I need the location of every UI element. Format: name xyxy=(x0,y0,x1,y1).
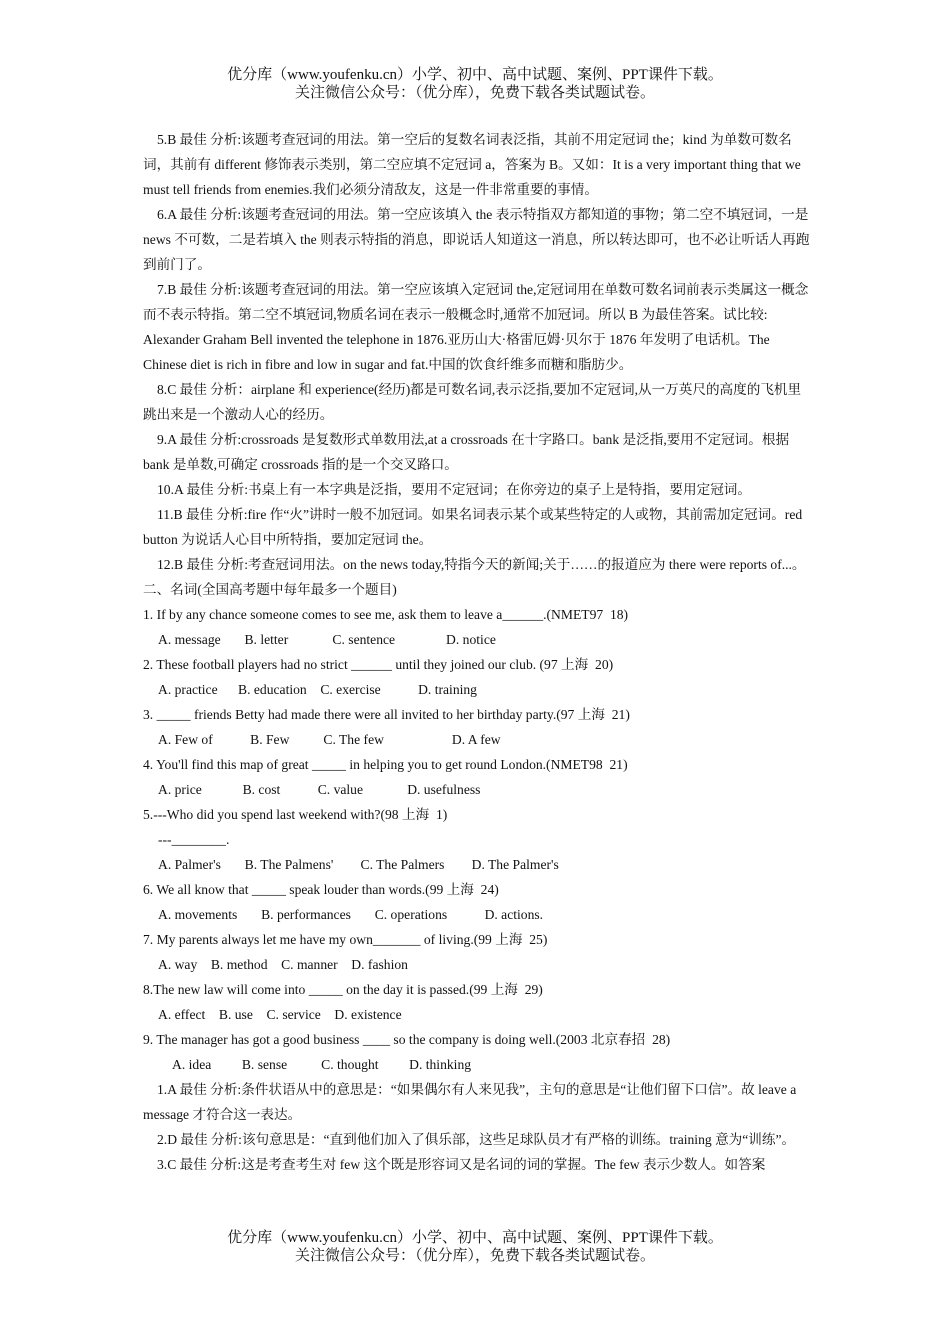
question-6-options: A. movements B. performances C. operations D. actions. xyxy=(158,907,544,922)
header-line-2: 关注微信公众号：（优分库），免费下载各类试题试卷。 xyxy=(294,85,655,101)
section-title: 二、名词(全国高考题中每年最多一个题目) xyxy=(143,582,397,597)
analysis-noun-1: 1.A 最佳 分析:条件状语从中的意思是：“如果偶尔有人来见我”，主句的意思是“让他们留下口信”。故 leave a message 才符合这一表达。 xyxy=(143,1082,797,1122)
question-1-options: A. message B. letter C. sentence D. notice xyxy=(158,632,496,647)
question-8-options: A. effect B. use C. service D. existence xyxy=(158,1007,402,1022)
analysis-article-11: 11.B 最佳 分析:fire 作“火”讲时一般不加冠词。如果名词表示某个或某些特定的人或物，其前需加定冠词。red button 为说话人心目中所特指，要加定冠词 the。 xyxy=(143,507,803,547)
page-header xyxy=(0,66,950,102)
document-body xyxy=(143,127,813,1177)
question-9-options: A. idea B. sense C. thought D. thinking xyxy=(172,1057,472,1072)
question-4-options: A. price B. cost C. value D. usefulness xyxy=(158,782,481,797)
analysis-article-8: 8.C 最佳 分析：airplane 和 experience(经历)都是可数名词,表示泛指,要加不定冠词,从一万英尺的高度的飞机里跳出来是一个激动人心的经历。 xyxy=(143,382,802,422)
analysis-noun-2: 2.D 最佳 分析:该句意思是：“直到他们加入了俱乐部，这些足球队员才有严格的训练。training 意为“训练”。 xyxy=(157,1132,796,1147)
question-7-stem: 7. My parents always let me have my own_______ of living.(99 上海 25) xyxy=(143,932,548,947)
question-1-stem: 1. If by any chance someone comes to see me, ask them to leave a______.(NMET97 18) xyxy=(143,607,629,622)
question-2-options: A. practice B. education C. exercise D. training xyxy=(158,682,477,697)
analysis-article-6: 6.A 最佳 分析:该题考查冠词的用法。第一空应该填入 the 表示特指双方都知道的事物；第二空不填冠词，一是 news 不可数，二是若填入 the 则表示特指的消息，即说话人知道这一消息，所以转达即可，也不必让听话人再跑到前门了。 xyxy=(143,207,810,272)
analysis-article-7: 7.B 最佳 分析:该题考查冠词的用法。第一空应该填入定冠词 the,定冠词用在单数可数名词前表示类属这一概念而不表示特指。第二空不填冠词,物质名词在表示一般概念时,通常不加冠词。所以 B 为最佳答案。试比较: Alexander Graham Bell invented the telephone in 1876.亚历山大·格雷厄姆·贝尔于 1876 年发明了电话机。The Chinese diet is rich in fibre and low in sugar and fat.中国的饮食纤维多而糖和脂肪少。 xyxy=(143,282,809,372)
analysis-article-10: 10.A 最佳 分析:书桌上有一本字典是泛指，要用不定冠词；在你旁边的桌子上是特指，要用定冠词。 xyxy=(157,482,751,497)
analysis-noun-3: 3.C 最佳 分析:这是考查考生对 few 这个既是形容词又是名词的词的掌握。The few 表示少数人。如答案 xyxy=(157,1157,766,1172)
question-5-stem: 5.---Who did you spend last weekend with?(98 上海 1) xyxy=(143,807,448,822)
question-3-options: A. Few of B. Few C. The few D. A few xyxy=(158,732,501,747)
question-8-stem: 8.The new law will come into _____ on the day it is passed.(99 上海 29) xyxy=(143,982,543,997)
question-5-options: A. Palmer's B. The Palmens' C. The Palmers D. The Palmer's xyxy=(158,857,559,872)
question-5-answer-line: ---________. xyxy=(158,832,230,847)
analysis-article-12: 12.B 最佳 分析:考查冠词用法。on the news today,特指今天的新闻;关于……的报道应为 there were reports of...。 xyxy=(157,557,806,572)
page-footer xyxy=(0,1229,950,1265)
footer-line-1: 优分库（www.youfenku.cn）小学、初中、高中试题、案例、PPT课件下载。 xyxy=(227,1230,723,1246)
question-3-stem: 3. _____ friends Betty had made there were all invited to her birthday party.(97 上海 21) xyxy=(143,707,630,722)
question-2-stem: 2. These football players had no strict ______ until they joined our club. (97 上海 20) xyxy=(143,657,614,672)
header-line-1: 优分库（www.youfenku.cn）小学、初中、高中试题、案例、PPT课件下载。 xyxy=(227,67,723,83)
analysis-article-9: 9.A 最佳 分析:crossroads 是复数形式单数用法,at a crossroads 在十字路口。bank 是泛指,要用不定冠词。根据 bank 是单数,可确定 crossroads 指的是一个交叉路口。 xyxy=(143,432,790,472)
question-4-stem: 4. You'll find this map of great _____ in helping you to get round London.(NMET98 21) xyxy=(143,757,628,772)
question-6-stem: 6. We all know that _____ speak louder than words.(99 上海 24) xyxy=(143,882,499,897)
question-7-options: A. way B. method C. manner D. fashion xyxy=(158,957,408,972)
footer-line-2: 关注微信公众号：（优分库），免费下载各类试题试卷。 xyxy=(294,1248,655,1264)
question-9-stem: 9. The manager has got a good business ____ so the company is doing well.(2003 北京春招 28) xyxy=(143,1032,671,1047)
analysis-article-5: 5.B 最佳 分析:该题考查冠词的用法。第一空后的复数名词表泛指，其前不用定冠词 the；kind 为单数可数名词，其前有 different 修饰表示类别，第二空应填不定冠词 a，答案为 B。又如：It is a very important thing that we must tell friends from enemies.我们必须分清敌友，这是一件非常重要的事情。 xyxy=(143,132,801,197)
